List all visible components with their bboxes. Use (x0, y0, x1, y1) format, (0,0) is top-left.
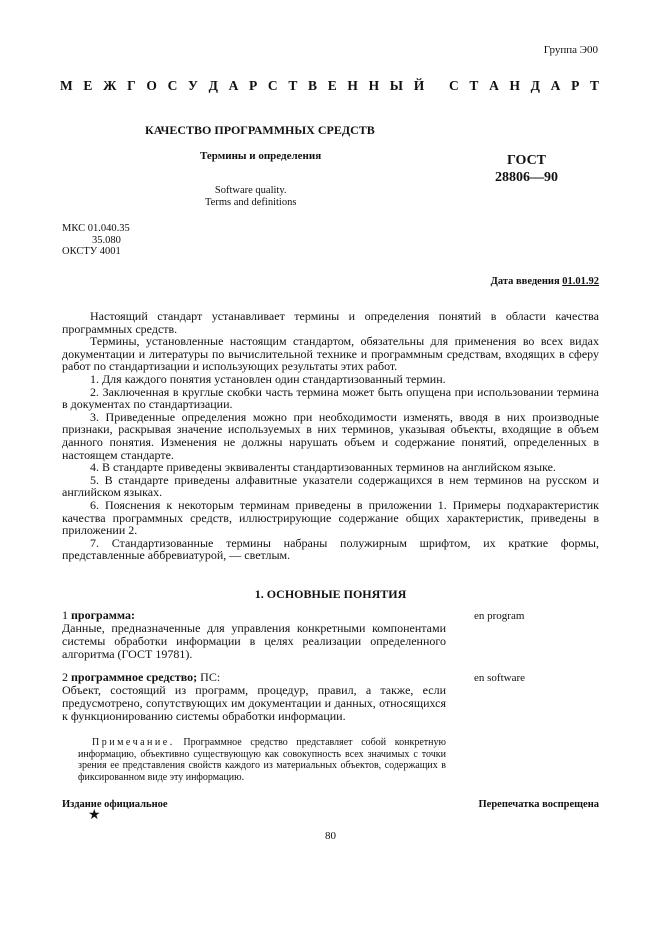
banner-letter: С (167, 78, 178, 93)
gost-number: 28806—90 (495, 170, 558, 185)
term-definition: Данные, предназначенные для управления конкретными компонентами системы обработки информации в целях реализации определенного алгоритма (ГОСТ 19781). (62, 621, 446, 661)
term-abbreviation: ПС: (200, 670, 221, 684)
note (78, 737, 446, 783)
banner-letter: А (550, 78, 561, 93)
banner-letter: С (448, 78, 459, 93)
star-icon: ★ (88, 808, 101, 823)
term-english-equivalent: en program (474, 610, 525, 622)
banner-letter: Н (368, 78, 380, 93)
mks-code: МКС 01.040.35 (62, 223, 130, 234)
banner-letter: А (228, 78, 239, 93)
term-english-equivalent: en software (474, 672, 526, 684)
banner-letter: А (489, 78, 499, 93)
standard-banner (60, 78, 599, 94)
banner-letter: С (267, 78, 278, 93)
date-value: 01.01.92 (562, 276, 599, 287)
banner-letter: М (60, 78, 73, 93)
intro-paragraph: 3. Приведенные определения можно при необходимости изменять, вводя в них производные признаки, раскрывая значение используемых в них терминов, указывая объекты, входящие в объем данного понятия. Изменения не должны нарушать объем и содержание понятий, определенных в настоящем стандарте. (62, 409, 599, 462)
banner-letter: Й (413, 78, 425, 93)
reprint-prohibited-label: Перепечатка воспрещена (478, 799, 599, 810)
english-title-line1: Software quality. (214, 185, 287, 196)
term-definition: Объект, состоящий из программ, процедур, правил, а также, если предусмотрено, сопутствующих им документации и данных, относящихся к функционированию системы обработки информации. (62, 683, 446, 723)
gost-designation (495, 152, 558, 186)
document-title: КАЧЕСТВО ПРОГРАММНЫХ СРЕДСТВ (145, 123, 375, 137)
date-label: Дата введения (490, 276, 560, 287)
intro-paragraph: 4. В стандарте приведены эквиваленты стандартизованных терминов на английском языке. (90, 460, 556, 475)
effective-date (491, 276, 599, 287)
intro-paragraph: Термины, установленные настоящим стандартом, обязательны для применения во всех видах документации и литературы по вычислительной технике и программным средствам, входящих в сферу работ по стандартизации и использующих результаты этих работ. (62, 334, 599, 374)
banner-letter: Д (208, 78, 218, 93)
intro-paragraph: 6. Пояснения к некоторым терминам приведены в приложении 1. Примеры подхарактеристик качества программных средств, иллюстрирующие содержание общих характеристик, приведены в приложении 2. (62, 497, 599, 538)
intro-paragraph: 5. В стандарте приведены алфавитные указатели содержащихся в нем терминов на русском и английском языках. (62, 472, 599, 500)
banner-gap (435, 78, 438, 94)
classification-codes (62, 223, 130, 258)
term-name: программное средство; (71, 670, 198, 684)
banner-letter: Ж (103, 78, 117, 93)
banner-letter: Н (509, 78, 520, 93)
banner-letter: В (308, 78, 318, 93)
banner-letter: Ы (389, 78, 404, 93)
note-text: Программное средство представляет собой конкретную информацию, объективно существующую как совокупность всех значимых с точки зрения ее представления свойств каждого из материальных объектов, содержащих в фиксированном виде эту информацию. (78, 737, 446, 783)
term-entry (62, 609, 446, 661)
intro-paragraph: Настоящий стандарт устанавливает термины и определения понятий в области качества программных средств. (62, 309, 599, 336)
banner-letter: Р (249, 78, 258, 93)
gost-label: ГОСТ (506, 153, 547, 168)
page-number: 80 (325, 830, 336, 842)
banner-letter: Т (469, 78, 479, 93)
mks-code-2: 35.080 (92, 234, 121, 246)
english-title-line2: Terms and definitions (205, 197, 297, 208)
group-code: Группа Э00 (543, 44, 598, 56)
term-entry (62, 671, 446, 723)
banner-letter: Е (83, 78, 93, 93)
banner-letter: Д (530, 78, 540, 93)
term-number: 1 (62, 608, 68, 622)
introduction (62, 310, 599, 562)
banner-letter: Т (288, 78, 298, 93)
banner-letter: О (146, 78, 157, 93)
okstu-code: ОКСТУ 4001 (62, 246, 121, 257)
banner-letter: Р (571, 78, 580, 93)
banner-letter: Н (347, 78, 358, 93)
banner-letter: Т (589, 78, 599, 93)
banner-letter: У (188, 78, 198, 93)
term-number: 2 (62, 670, 68, 684)
banner-letter: Е (327, 78, 337, 93)
term-name: программа: (71, 608, 135, 622)
document-subtitle: Термины и определения (200, 150, 322, 162)
english-title (205, 185, 296, 209)
banner-letter: Г (127, 78, 136, 93)
intro-paragraph: 1. Для каждого понятия установлен один стандартизованный термин. (90, 371, 446, 386)
official-edition-label: Издание официальное (62, 799, 168, 810)
note-label: Примечание. (92, 737, 175, 748)
intro-paragraph: 7. Стандартизованные термины набраны полужирным шрифтом, их краткие формы, представленные аббревиатурой, — светлым. (62, 535, 599, 563)
section-heading: 1. ОСНОВНЫЕ ПОНЯТИЯ (254, 587, 407, 601)
intro-paragraph: 2. Заключенная в круглые скобки часть термина может быть опущена при использовании термина в документах по стандартизации. (62, 384, 599, 412)
